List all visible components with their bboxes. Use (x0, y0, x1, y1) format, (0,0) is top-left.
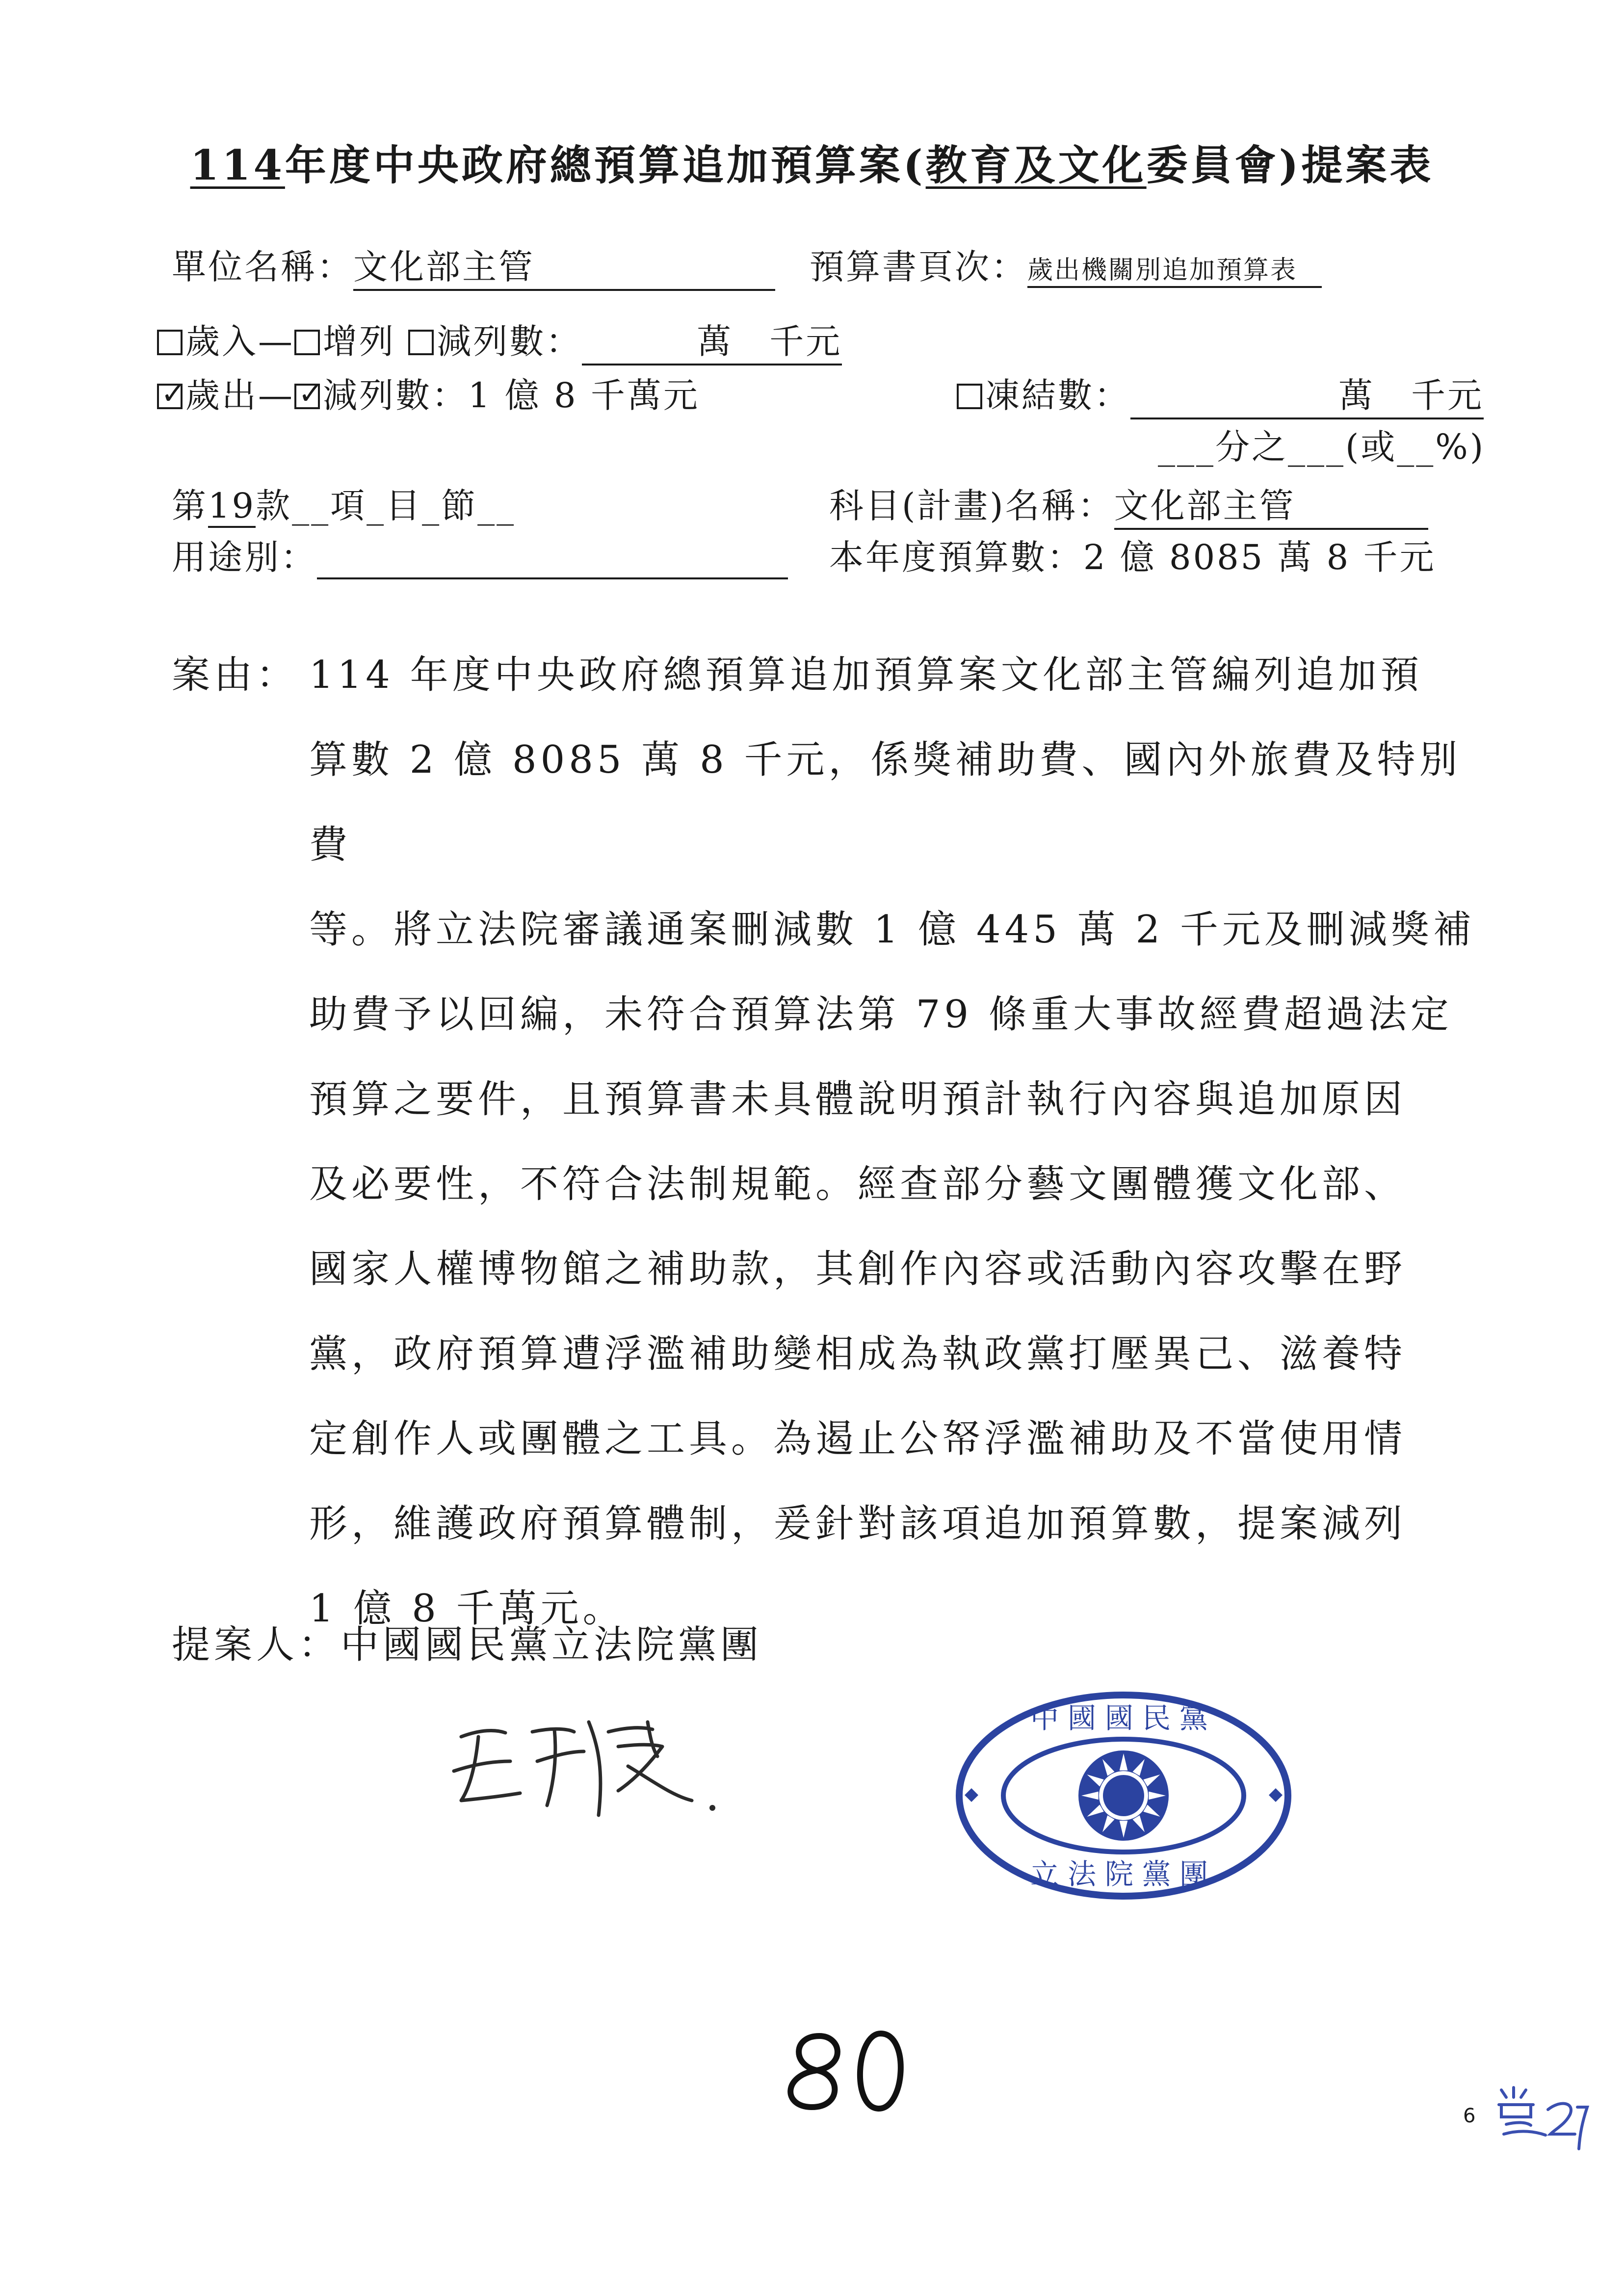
reason-line: 等。將立法院審議通案刪減數 1 億 445 萬 2 千元及刪減獎補 (309, 908, 1475, 952)
signature-image (442, 1702, 736, 1830)
freeze-fraction: ___分之___(或__%) (1158, 427, 1486, 467)
party-seal-image (952, 1688, 1295, 1904)
reason-line: 黨，政府預算遭浮濫補助變相成為執政黨打壓異己、滋養特 (309, 1332, 1407, 1376)
proposer-value: 中國國民黨立法院黨團 (341, 1623, 763, 1667)
budget-page-label: 預算書頁次： (810, 247, 1027, 287)
reason-line: 1 億 8 千萬元。 (309, 1587, 625, 1631)
reason-text (309, 633, 1487, 1651)
expenditure-label: 歲出— (185, 375, 294, 416)
freeze-amount-field: 萬 千元 (1130, 368, 1484, 419)
title-committee: 教育及文化 (925, 141, 1147, 189)
corner-note-image (1492, 2080, 1590, 2154)
freeze-row (957, 368, 1484, 419)
reason-line: 國家人權博物館之補助款，其創作內容或活動內容攻擊在野 (309, 1247, 1407, 1291)
revenue-row (157, 314, 842, 365)
proposer-row (172, 1614, 762, 1669)
expenditure-decrease-checkbox (294, 384, 320, 409)
seal-bottom-text: 立法院黨團 (1030, 1857, 1217, 1891)
item-suffix: 款__項_目_節__ (256, 486, 516, 526)
revenue-decrease-checkbox (408, 330, 434, 355)
revenue-increase-label: 增列 (323, 321, 395, 362)
expenditure-row (157, 368, 700, 417)
revenue-label: 歲入— (185, 321, 294, 362)
title-year: 114 (190, 141, 285, 189)
title-part1: 年度中央政府總預算追加預算案( (285, 141, 926, 189)
reason-line: 算數 2 億 8085 萬 8 千元，係獎補助費、國內外旅費及特別費 (309, 738, 1462, 867)
reason-line: 定創作人或團體之工具。為遏止公帑浮濫補助及不當使用情 (309, 1417, 1407, 1461)
budget-page-field: 歲出機關別追加預算表 (1027, 249, 1322, 288)
item-prefix: 第 (172, 486, 208, 526)
reason-line: 助費予以回編，未符合預算法第 79 條重大事故經費超過法定 (309, 992, 1453, 1037)
reason-label: 案由： (172, 653, 299, 697)
freeze-checkbox (957, 384, 982, 409)
handwritten-number-image (773, 2026, 920, 2114)
page-number: 6 (1463, 2105, 1476, 2127)
freeze-label: 凍結數： (985, 375, 1130, 416)
item-section: 19 (208, 486, 256, 528)
unit-label: 單位名稱： (172, 247, 353, 287)
reason-line: 及必要性，不符合法制規範。經查部分藝文團體獲文化部、 (309, 1162, 1407, 1206)
form-title (0, 132, 1624, 192)
proposer-label: 提案人： (172, 1623, 341, 1667)
revenue-checkbox (157, 330, 183, 355)
reason-line: 114 年度中央政府總預算追加預算案文化部主管編列追加預 (309, 653, 1423, 697)
unit-field: 文化部主管 (353, 239, 775, 291)
annual-budget-label: 本年度預算數： (829, 537, 1083, 577)
expenditure-checkbox (157, 384, 183, 409)
usage-field (317, 537, 788, 579)
title-part2: 委員會)提案表 (1146, 141, 1434, 189)
usage-label: 用途別： (172, 537, 317, 577)
subject-row (829, 478, 1428, 530)
subject-field: 文化部主管 (1114, 478, 1428, 530)
usage-row (172, 530, 788, 579)
expenditure-decrease-label: 減列數： (323, 375, 468, 416)
subject-label: 科目(計畫)名稱： (829, 486, 1114, 526)
revenue-amount-field: 萬 千元 (582, 314, 842, 365)
annual-budget-row (829, 530, 1436, 579)
revenue-increase-checkbox (294, 330, 320, 355)
seal-top-text: 中國國民黨 (1030, 1701, 1217, 1735)
unit-row (172, 239, 775, 291)
annual-budget-value: 2 億 8085 萬 8 千元 (1083, 537, 1436, 577)
budget-page-row (810, 239, 1322, 289)
reason-line: 形，維護政府預算體制，爰針對該項追加預算數，提案減列 (309, 1502, 1407, 1546)
item-row (172, 478, 516, 528)
reason-line: 預算之要件，且預算書未具體說明預計執行內容與追加原因 (309, 1077, 1407, 1122)
expenditure-amount: 1 億 8 千萬元 (468, 375, 700, 416)
revenue-decrease-label: 減列數： (437, 321, 582, 362)
